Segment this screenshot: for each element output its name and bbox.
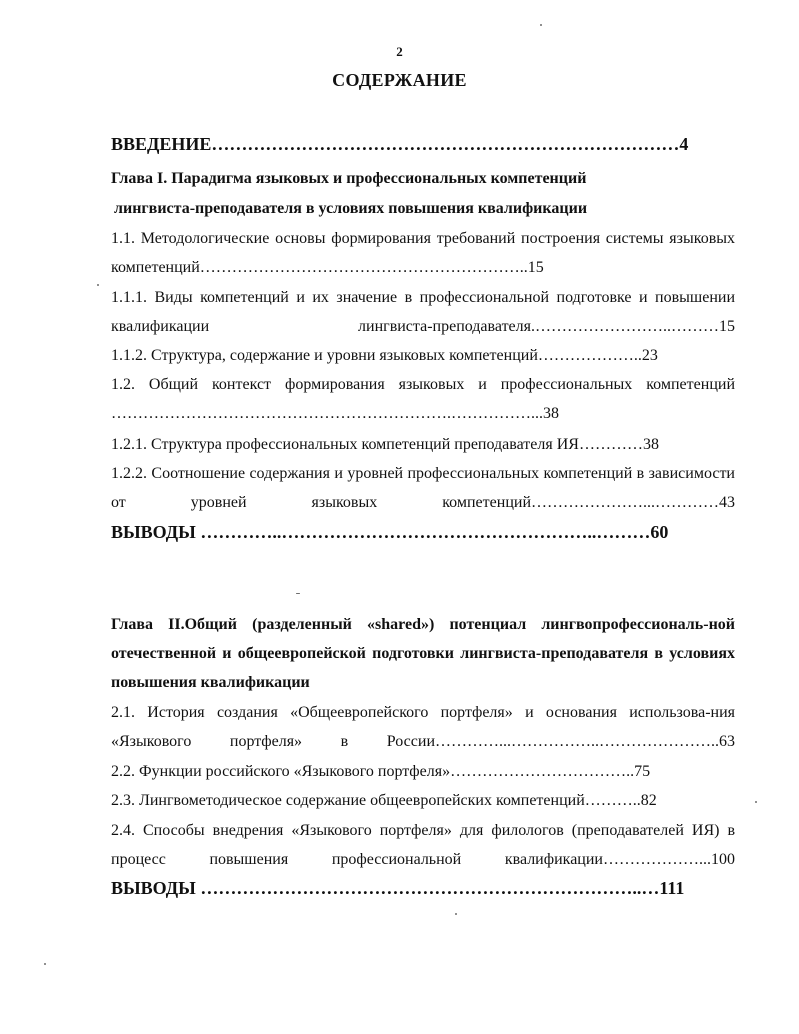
scan-speck bbox=[755, 801, 757, 803]
scan-speck bbox=[540, 24, 542, 26]
page-number: 2 bbox=[396, 44, 403, 59]
chapter2-heading: Глава II.Общий (разделенный «shared») потенциал лингвопрофессиональ-ной отечественной и общеевропейской подготовки лингвиста-преподавателя в условиях повышения квалификации bbox=[111, 616, 735, 691]
scan-speck bbox=[44, 963, 46, 965]
page-title: СОДЕРЖАНИЕ bbox=[332, 70, 467, 90]
scan-speck bbox=[455, 913, 457, 915]
toc-entry-2-3: 2.3. Лингвометодическое содержание общеевропейских компетенций………..82 bbox=[111, 792, 657, 809]
toc-entry-1-2-2: 1.2.2. Соотношение содержания и уровней профессиональных компетенций в зависимости от уровней языковых компетенций…………………...…………43 bbox=[111, 465, 735, 511]
chapter1-conclusions: ВЫВОДЫ …………..……………………………………………..………60 bbox=[111, 522, 669, 542]
scan-speck bbox=[296, 593, 300, 594]
toc-entry-1-1-2: 1.1.2. Структура, содержание и уровни языковых компетенций………………..23 bbox=[111, 347, 658, 364]
toc-entry-1-1-1: 1.1.1. Виды компетенций и их значение в профессиональной подготовке и повышении квалификации лингвиста-преподавателя.……………………..………15 bbox=[111, 289, 735, 335]
chapter2-conclusions: ВЫВОДЫ ………………………………………………………………..…111 bbox=[111, 878, 685, 898]
toc-entry-1-2-1: 1.2.1. Структура профессиональных компетенций преподавателя ИЯ…………38 bbox=[111, 436, 659, 453]
toc-entry-1-1: 1.1. Методологические основы формирования требований построения системы языковых компетенций……………………………………………………..15 bbox=[111, 230, 735, 276]
toc-entry-2-1: 2.1. История создания «Общеевропейского портфеля» и основания использова-ния «Языкового портфеля» в России…………...……………..…………………..63 bbox=[111, 704, 735, 750]
toc-intro: ВВЕДЕНИЕ……………………………………………………………………4 bbox=[111, 134, 689, 154]
toc-entry-2-2: 2.2. Функции российского «Языкового портфеля»……………………………..75 bbox=[111, 763, 651, 780]
scan-speck bbox=[97, 284, 99, 286]
chapter1-heading-line1: Глава I. Парадигма языковых и профессиональных компетенций bbox=[111, 170, 587, 187]
toc-entry-1-2: 1.2. Общий контекст формирования языковых и профессиональных компетенций ……………………………………………………….……………...38 bbox=[111, 376, 735, 422]
chapter1-heading-line2: лингвиста-преподавателя в условиях повышения квалификации bbox=[114, 200, 588, 217]
toc-entry-2-4: 2.4. Способы внедрения «Языкового портфеля» для филологов (преподавателей ИЯ) в процесс повышения профессиональной квалификации………………...100 bbox=[111, 822, 735, 868]
